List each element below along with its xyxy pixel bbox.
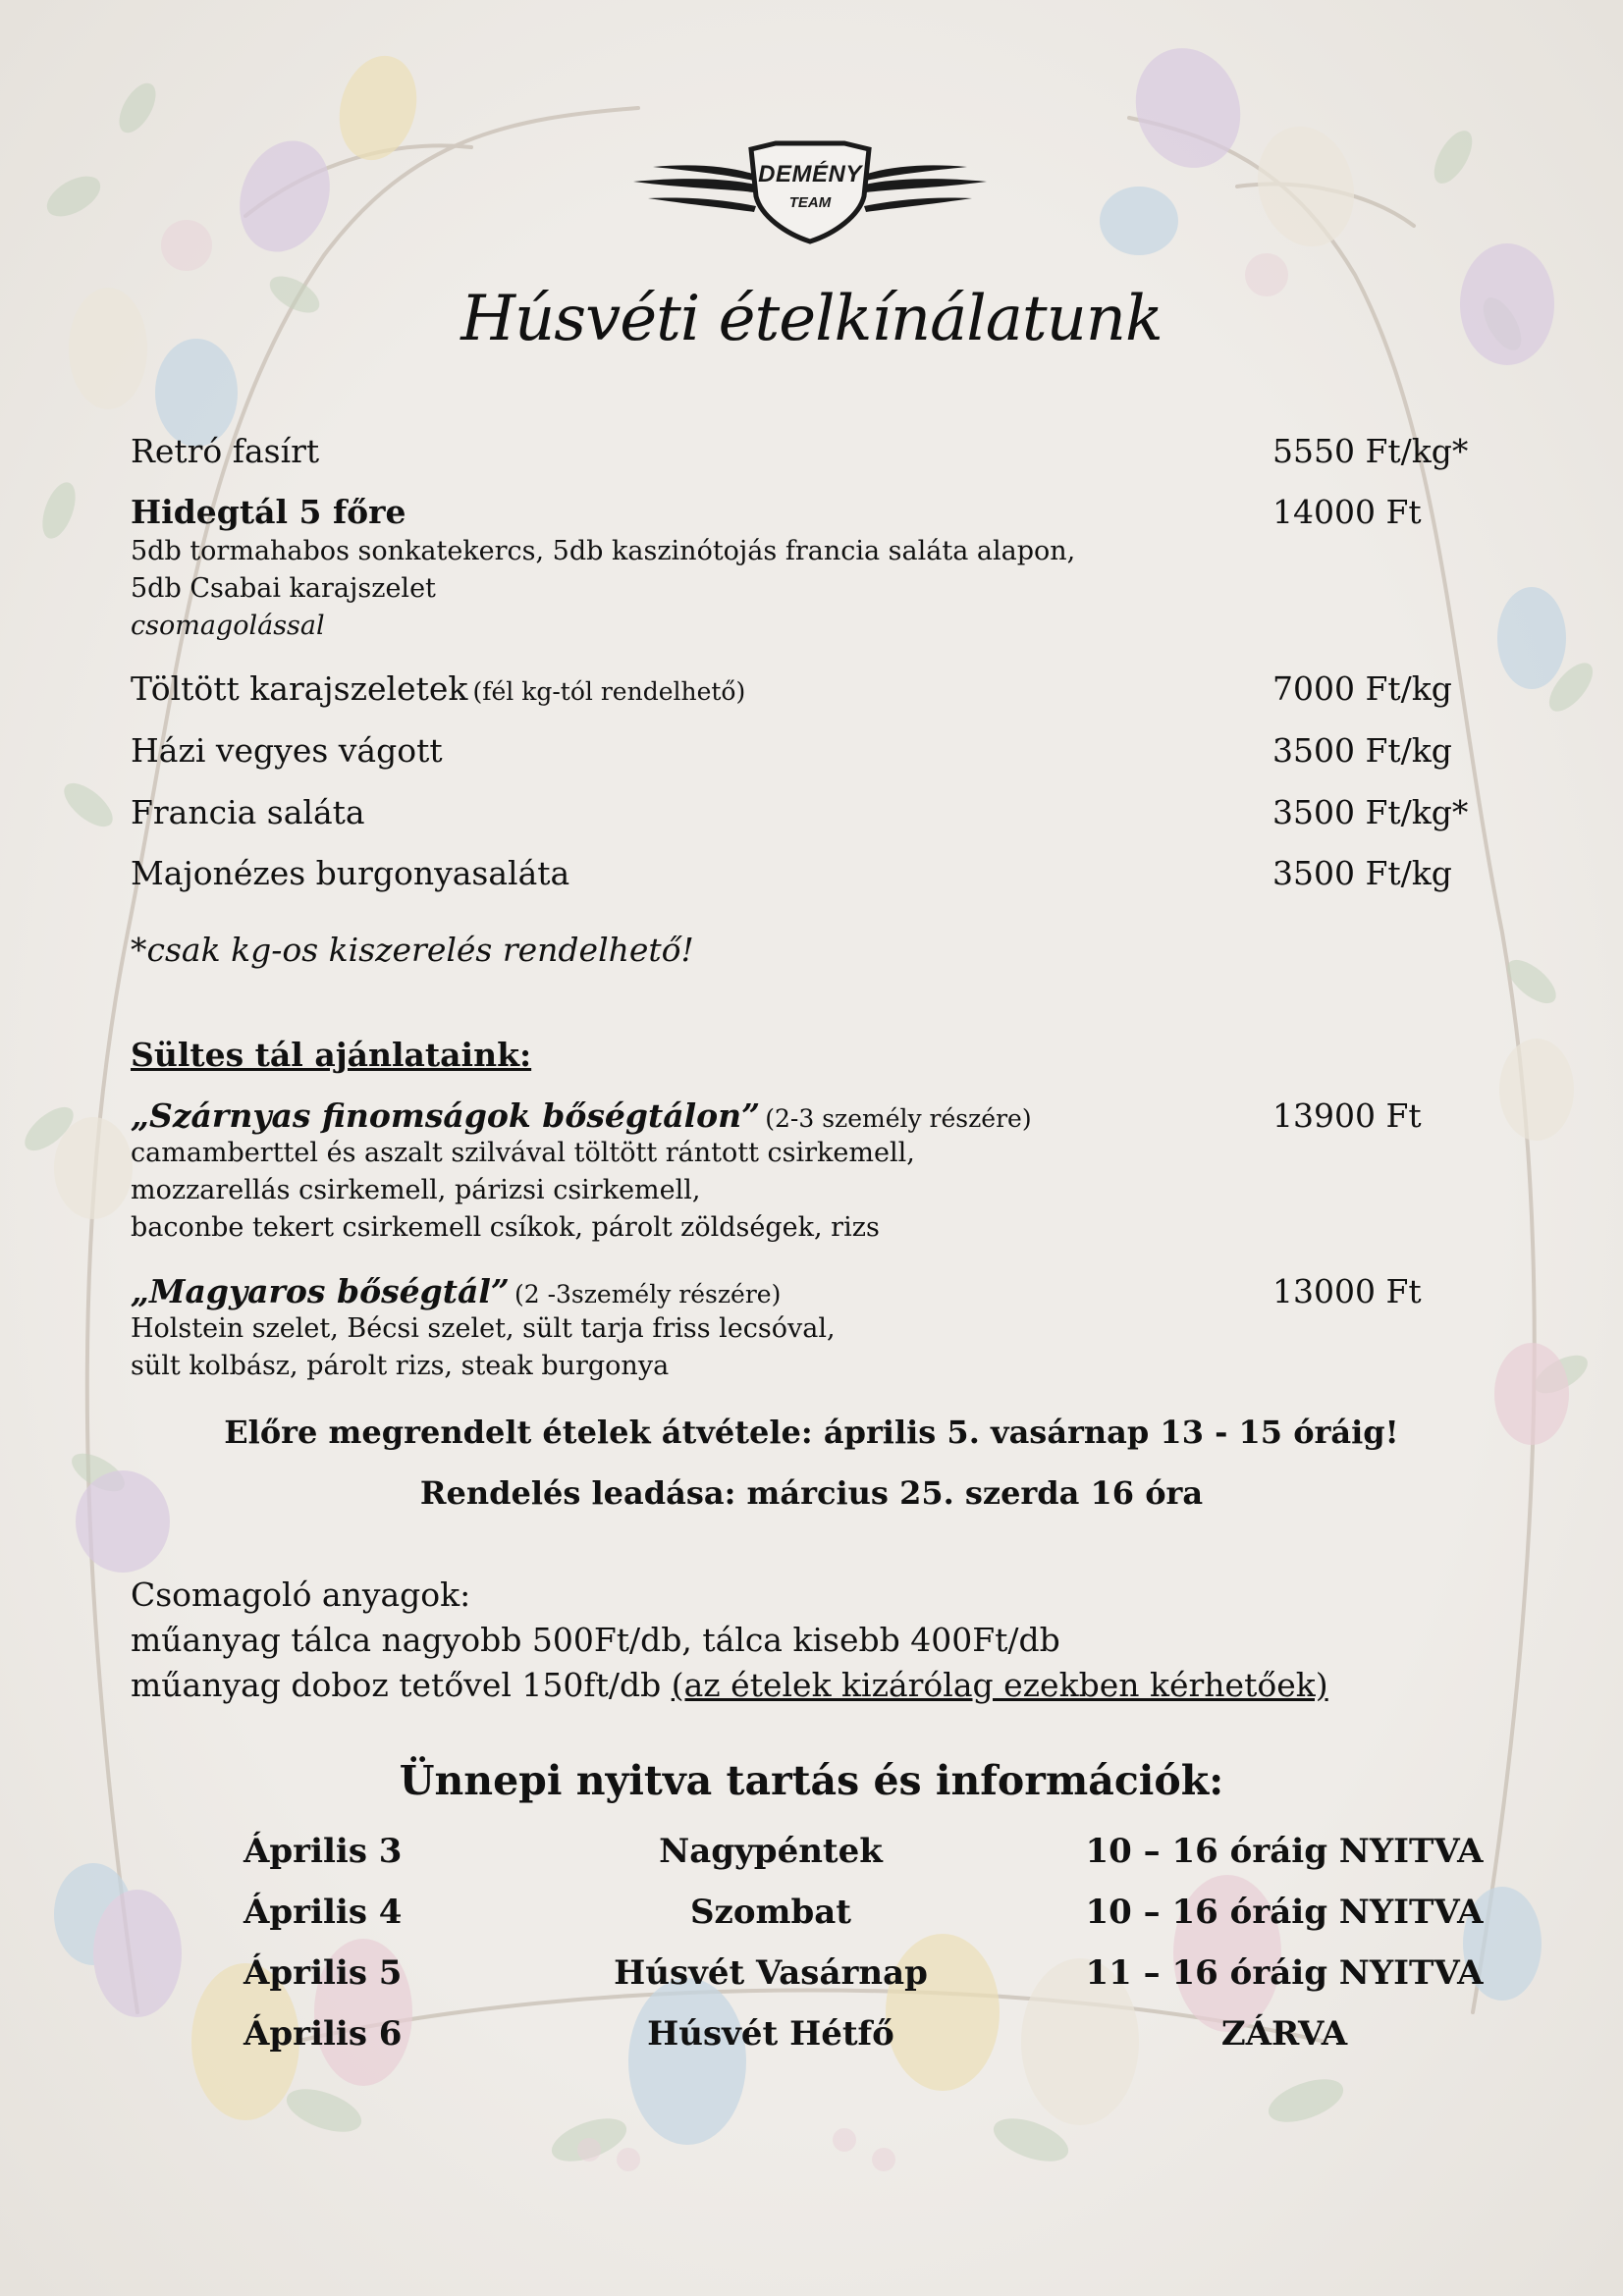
- hours-time: 10 – 16 óráig NYITVA: [1085, 1832, 1484, 1871]
- packaging-line: műanyag tálca nagyobb 500Ft/db, tálca kisebb 400Ft/db: [131, 1621, 1060, 1659]
- menu-item: [131, 669, 1623, 708]
- menu-item-note: (fél kg-tól rendelhető): [472, 677, 746, 706]
- platter-item: [131, 1096, 1623, 1247]
- menu-item: [131, 854, 1623, 892]
- logo-subtitle: TEAM: [788, 194, 832, 211]
- menu-item-description: csomagolással: [131, 611, 325, 641]
- opening-hours-row: [0, 1893, 1623, 1942]
- opening-hours-row: [0, 1832, 1623, 1881]
- platter-name: „Szárnyas finomságok bőségtálon”: [131, 1096, 761, 1135]
- menu-item-price: 7000 Ft/kg: [1272, 669, 1452, 708]
- opening-hours-row: [0, 1953, 1623, 2002]
- hours-day: Húsvét Vasárnap: [614, 1953, 928, 1993]
- menu-item-price: 3500 Ft/kg: [1272, 854, 1452, 892]
- platter-note: (2-3 személy részére): [765, 1104, 1032, 1133]
- platter-name: „Magyaros bőségtál”: [131, 1272, 510, 1310]
- footnote-text: *csak kg-os kiszerelés rendelhető!: [131, 931, 694, 969]
- menu-item-name: Töltött karajszeletek: [131, 669, 468, 708]
- platter-price: 13900 Ft: [1272, 1096, 1422, 1135]
- hours-time: 10 – 16 óráig NYITVA: [1085, 1893, 1484, 1932]
- footnote: [131, 931, 1623, 969]
- menu-item-price: 14000 Ft: [1272, 493, 1422, 531]
- menu-item-description: 5db Csabai karajszelet: [131, 573, 436, 604]
- hours-day: Húsvét Hétfő: [647, 2014, 894, 2054]
- platter-note: (2 -3személy részére): [514, 1280, 782, 1308]
- menu-item: [131, 493, 1623, 645]
- logo-name: DEMÉNY: [758, 161, 862, 187]
- menu-item-price: 5550 Ft/kg*: [1272, 432, 1469, 470]
- platter-description: Holstein szelet, Bécsi szelet, sült tarja friss lecsóval,: [131, 1313, 836, 1344]
- opening-hours-row: [0, 2014, 1623, 2063]
- platter-description: camamberttel és aszalt szilvával töltött rántott csirkemell,: [131, 1138, 915, 1168]
- menu-item-description: 5db tormahabos sonkatekercs, 5db kaszinótojás francia saláta alapon,: [131, 536, 1076, 566]
- hours-day: Nagypéntek: [659, 1832, 883, 1871]
- hours-date: Április 4: [243, 1893, 403, 1932]
- menu-item-price: 3500 Ft/kg*: [1272, 793, 1469, 831]
- hours-time: 11 – 16 óráig NYITVA: [1085, 1953, 1484, 1993]
- menu-item: [131, 432, 1623, 470]
- opening-hours-title: Ünnepi nyitva tartás és információk:: [399, 1757, 1224, 1804]
- demeny-team-logo: [628, 137, 992, 245]
- menu-item-name: Retró fasírt: [131, 432, 320, 470]
- pickup-info: Előre megrendelt ételek átvétele: április 5. vasárnap 13 - 15 óráig!: [224, 1414, 1399, 1451]
- hours-date: Április 3: [243, 1832, 403, 1871]
- menu-item: [131, 731, 1623, 770]
- packaging-note: (az ételek kizárólag ezekben kérhetőek): [671, 1666, 1328, 1704]
- platter-price: 13000 Ft: [1272, 1272, 1422, 1310]
- order-deadline: Rendelés leadása: március 25. szerda 16 óra: [419, 1474, 1204, 1512]
- platters-heading: [131, 1036, 1623, 1074]
- menu-item-price: 3500 Ft/kg: [1272, 731, 1452, 770]
- packaging-info: [131, 1573, 1328, 1708]
- menu-item-name: Házi vegyes vágott: [131, 731, 443, 770]
- menu-item-name: Francia saláta: [131, 793, 365, 831]
- platter-description: mozzarellás csirkemell, párizsi csirkemell,: [131, 1175, 701, 1205]
- hours-date: Április 6: [243, 2014, 403, 2054]
- menu-item-name: Hidegtál 5 főre: [131, 493, 406, 531]
- platter-item: [131, 1272, 1623, 1385]
- packaging-heading: Csomagoló anyagok:: [131, 1575, 471, 1614]
- section-heading: Sültes tál ajánlataink:: [131, 1036, 532, 1074]
- flame-shield-icon: [628, 137, 992, 245]
- menu-item: [131, 793, 1623, 831]
- hours-date: Április 5: [243, 1953, 403, 1993]
- hours-time: ZÁRVA: [1220, 2014, 1348, 2054]
- platter-description: baconbe tekert csirkemell csíkok, párolt zöldségek, rizs: [131, 1212, 880, 1243]
- hours-day: Szombat: [689, 1893, 852, 1932]
- platter-description: sült kolbász, párolt rizs, steak burgonya: [131, 1351, 670, 1381]
- page-title: Húsvéti ételkínálatunk: [460, 283, 1163, 355]
- packaging-line: műanyag doboz tetővel 150ft/db: [131, 1666, 662, 1704]
- menu-item-name: Majonézes burgonyasaláta: [131, 854, 570, 892]
